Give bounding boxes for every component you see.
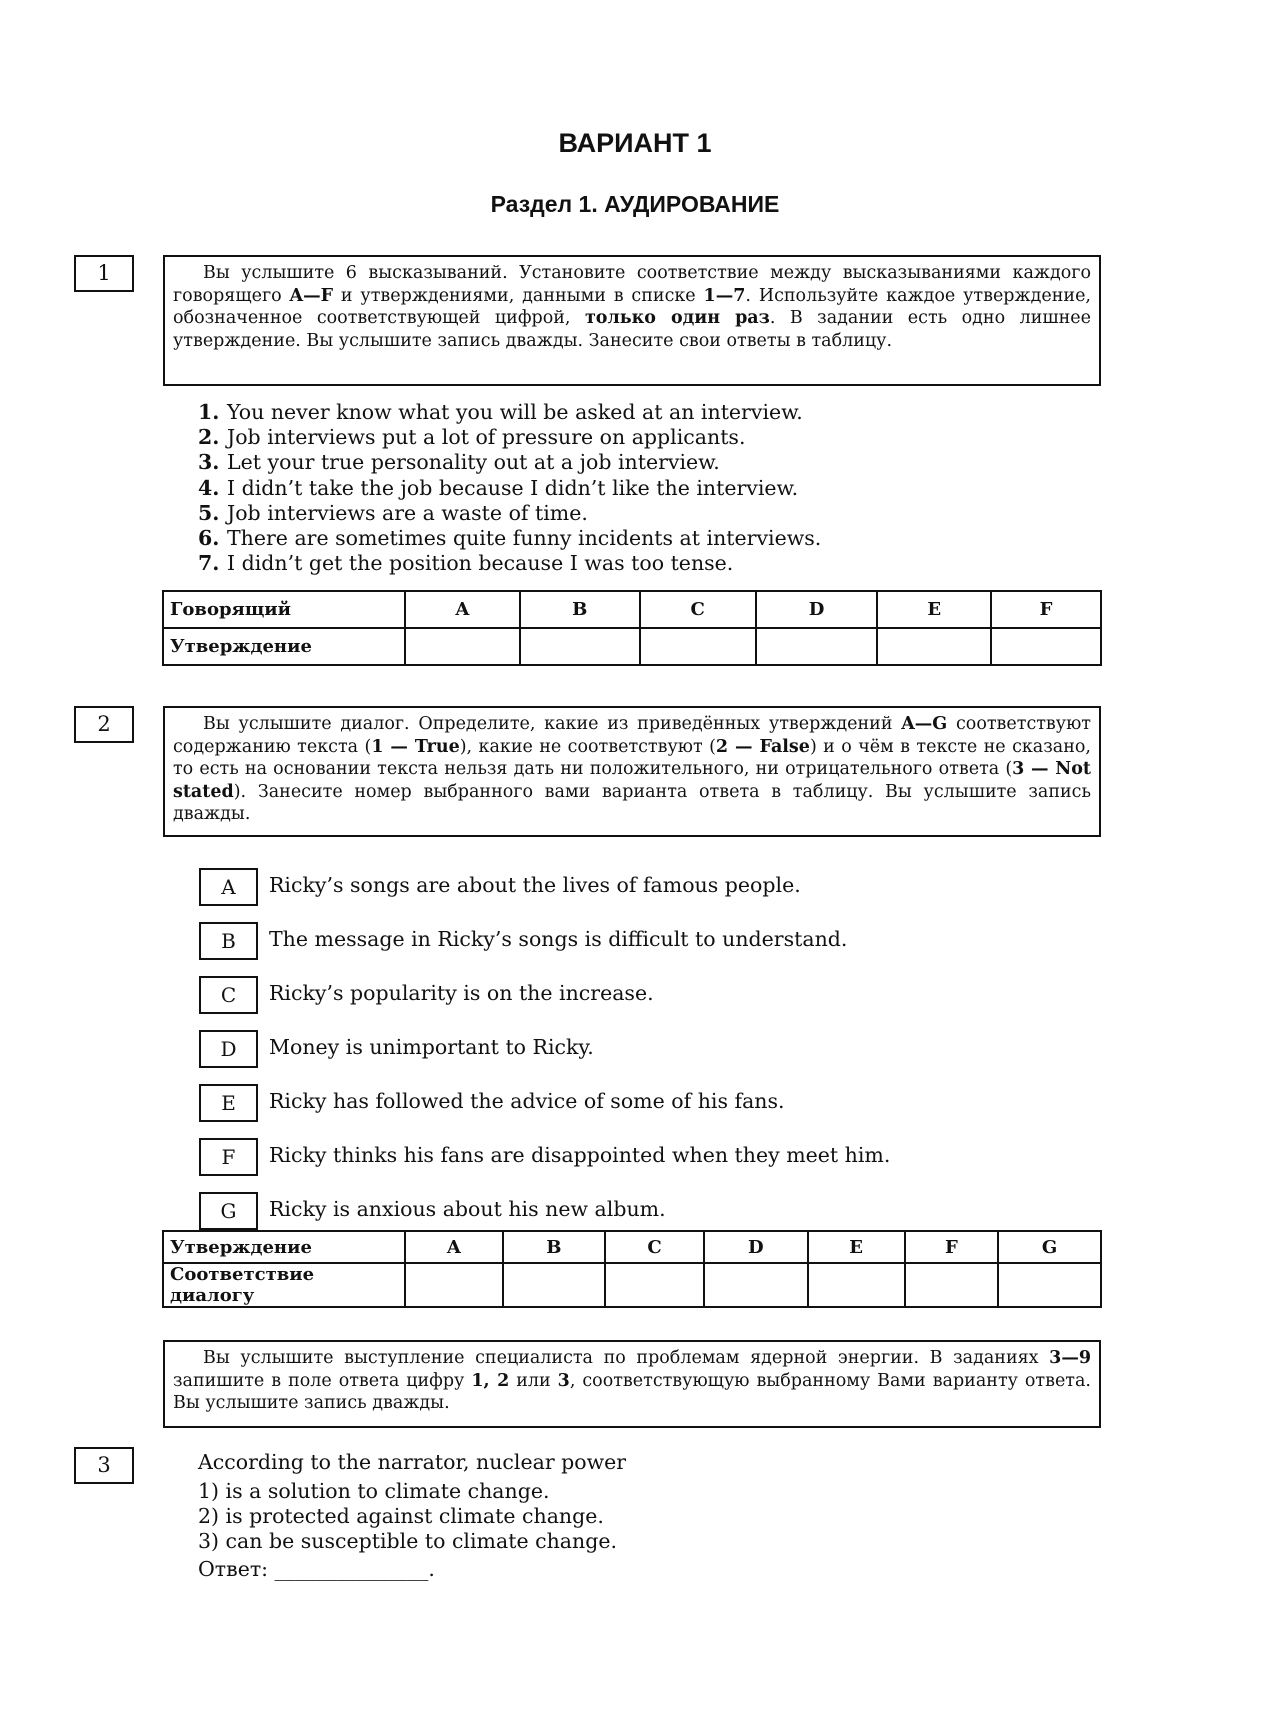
answer-cell[interactable] [905,1263,999,1307]
answer-cell[interactable] [405,1263,503,1307]
table-header-dialogue-match: Соответствие диалогу [163,1263,405,1307]
table-column-header: D [704,1231,808,1263]
instruction-text: 2 — False [715,736,810,757]
list-item [198,450,821,475]
statement-text: Ricky is anxious about his new album. [269,1197,666,1221]
tasks-3-9-instruction [163,1340,1101,1428]
list-item [198,526,821,551]
section-title: Раздел 1. АУДИРОВАНИЕ [490,191,780,217]
task1-instruction [163,255,1101,386]
list-item-number: 1. [198,400,220,424]
list-item-number: 6. [198,526,220,551]
table-column-header: B [503,1231,605,1263]
instruction-text: 3 [557,1370,570,1391]
instruction-text: 3 — Not stated [173,759,1091,802]
instruction-text: или [509,1370,558,1391]
instruction-text: , соответствующую выбранному Вами варианту ответа. Вы услышите запись дважды. [173,1370,1091,1414]
instruction-text: ). Занесите номер выбранного вами варианта ответа в таблицу. Вы услышите запись дважды. [173,781,1091,825]
table-column-header: A [405,1231,503,1263]
instruction-text: A—G [901,714,948,734]
answer-cell[interactable] [605,1263,704,1307]
task3-question-block [198,1450,626,1582]
statement-text: Ricky’s popularity is on the increase. [269,981,654,1005]
statement-letter-box: C [199,976,258,1014]
table-column-header: A [405,591,520,628]
task1-statement-list [198,400,821,576]
instruction-text: соответствуют содержанию текста ( [173,714,1091,757]
list-item-number: 5. [198,500,220,525]
list-item-text: Job interviews are a waste of time. [227,500,588,525]
instruction-text: Вы услышите диалог. Определите, какие из приведённых утверждений [203,714,902,734]
task3-option-1: 1) is a solution to climate change. [198,1479,550,1503]
answer-cell[interactable] [704,1263,808,1307]
list-item [198,476,821,501]
list-item-number: 4. [198,475,220,500]
statement-letter-box: A [199,868,258,906]
statement-text: Ricky’s songs are about the lives of famous people. [269,873,801,897]
table-header-statement: Утверждение [163,628,405,665]
table-column-header: C [640,591,756,628]
task-number-3: 3 [74,1447,134,1484]
answer-cell[interactable] [640,628,756,665]
instruction-text: Вы услышите выступление специалиста по проблемам ядерной энергии. В заданиях [203,1348,1050,1368]
list-item-text: I didn’t take the job because I didn’t like the interview. [227,475,799,500]
instruction-text: A—F [289,285,334,306]
instruction-text: запишите в поле ответа цифру [173,1370,472,1391]
instruction-text: только один раз [584,308,770,329]
list-item-text: I didn’t get the position because I was too tense. [227,551,734,576]
statement-letter-box: B [199,922,258,960]
table-header-speaker: Говорящий [163,591,405,628]
instruction-text: 1 — True [371,736,460,757]
table-column-header: G [998,1231,1101,1263]
list-item [198,400,821,425]
list-item-number: 3. [198,450,220,475]
answer-cell[interactable] [877,628,991,665]
statement-letter-box: D [199,1030,258,1068]
list-item-number: 7. [198,551,220,576]
list-item-text: Job interviews put a lot of pressure on applicants. [227,425,746,450]
instruction-text: 3—9 [1049,1348,1091,1368]
list-item [198,425,821,450]
task3-option-2: 2) is protected against climate change. [198,1504,604,1528]
instruction-text: ), какие не соответствуют ( [459,736,716,757]
instruction-text: 1—7 [703,285,746,306]
answer-cell[interactable] [756,628,877,665]
list-item-text: Let your true personality out at a job interview. [227,450,720,475]
task1-answer-table [162,590,1102,666]
instruction-text: и утверждениями, данными в списке [333,285,704,306]
statement-letter-box: E [199,1084,258,1122]
instruction-text: . Используйте каждое утверждение, обозначенное соответствующей цифрой, [173,285,1091,329]
answer-cell[interactable] [808,1263,905,1307]
answer-cell[interactable] [991,628,1101,665]
table-header-statement: Утверждение [163,1231,405,1263]
list-item-text: There are sometimes quite funny incidents at interviews. [227,526,822,551]
statement-letter-box: G [199,1192,258,1230]
instruction-text: . В задании есть одно лишнее утверждение. Вы услышите запись дважды. Занесите свои ответы в таблицу. [173,308,1091,351]
variant-title: ВАРИАНТ 1 [558,128,712,158]
table-column-header: B [520,591,640,628]
statement-text: Ricky thinks his fans are disappointed when they meet him. [269,1143,891,1167]
answer-cell[interactable] [520,628,640,665]
list-item [198,501,821,526]
answer-cell[interactable] [998,1263,1101,1307]
instruction-text: ) и о чём в тексте не сказано, то есть на основании текста нельзя дать ни положительного, ни отрицательного ответа ( [173,736,1091,780]
task3-option-3: 3) can be susceptible to climate change. [198,1529,617,1553]
table-column-header: E [877,591,991,628]
task2-instruction [163,706,1101,837]
answer-cell[interactable] [503,1263,605,1307]
instruction-text: Вы услышите 6 высказываний. Установите соответствие между высказываниями каждого говорящего [173,263,1091,306]
task3-answer-field[interactable]: Ответ: _______________. [198,1557,435,1581]
list-item [198,551,821,576]
statement-text: Ricky has followed the advice of some of his fans. [269,1089,785,1113]
answer-cell[interactable] [405,628,520,665]
table-column-header: F [991,591,1101,628]
task-number-1: 1 [74,255,134,292]
task3-question: According to the narrator, nuclear power [198,1450,627,1474]
statement-letter-box: F [199,1138,258,1176]
instruction-text: 1, 2 [471,1370,510,1391]
table-column-header: C [605,1231,704,1263]
statement-text: The message in Ricky’s songs is difficult to understand. [269,927,848,951]
table-column-header: D [756,591,877,628]
task2-answer-table [162,1230,1102,1308]
list-item-text: You never know what you will be asked at an interview. [227,400,803,424]
list-item-number: 2. [198,425,220,450]
table-column-header: E [808,1231,905,1263]
statement-text: Money is unimportant to Ricky. [269,1035,594,1059]
table-column-header: F [905,1231,999,1263]
task-number-2: 2 [74,706,134,743]
